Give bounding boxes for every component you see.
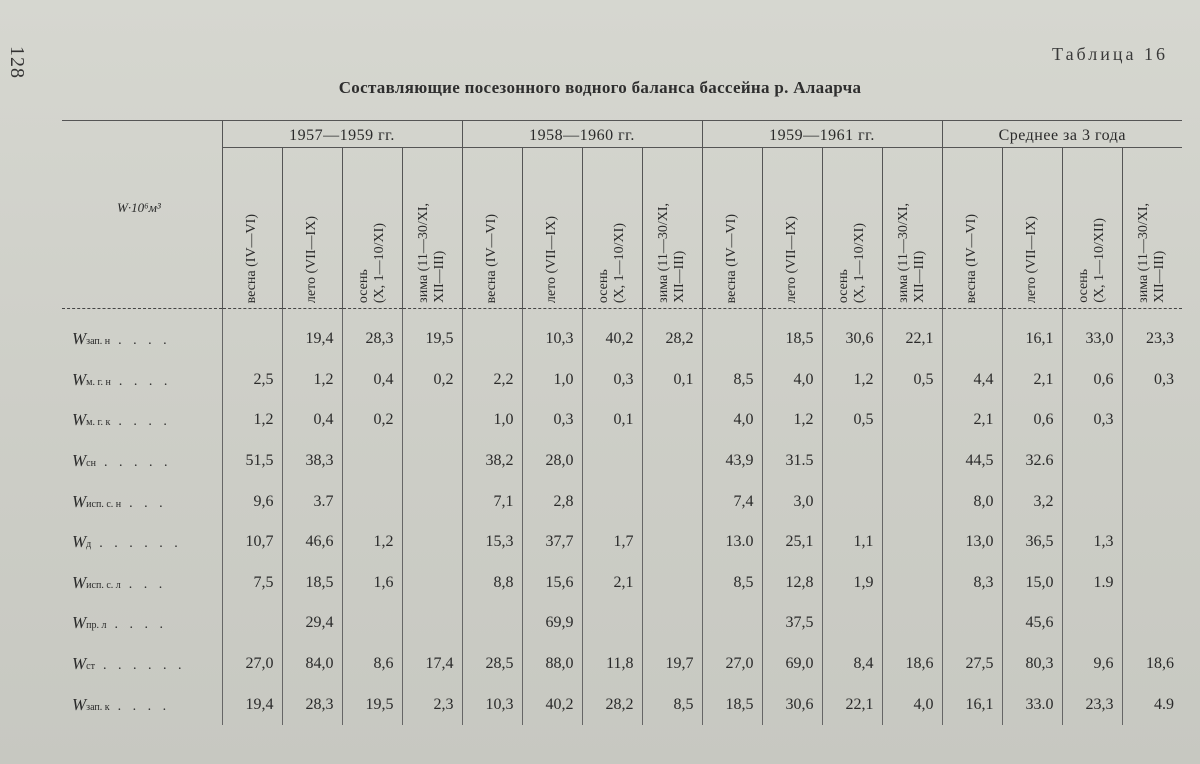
- table-cell: 13.0: [702, 522, 762, 563]
- table-cell: 32.6: [1002, 441, 1062, 482]
- table-cell: [402, 603, 462, 644]
- row-leader-dots: . . . .: [118, 373, 172, 389]
- table-cell: 13,0: [942, 522, 1002, 563]
- table-cell: 7,1: [462, 481, 522, 522]
- table-cell: 23,3: [1122, 319, 1182, 360]
- table-row: [62, 684, 1182, 725]
- group-header: 1957—1959 гг.: [222, 121, 462, 148]
- table-cell: 1,0: [522, 360, 582, 401]
- table-cell: [1122, 522, 1182, 563]
- table-cell: [342, 603, 402, 644]
- row-symbol: W: [72, 369, 87, 389]
- table-cell: 8,8: [462, 563, 522, 604]
- table-cell: 9,6: [1062, 644, 1122, 685]
- table-cell: 11,8: [582, 644, 642, 685]
- table-cell: 12,8: [762, 563, 822, 604]
- spacer-cell: [342, 309, 402, 320]
- table-row: [62, 563, 1182, 604]
- table-cell: 8,4: [822, 644, 882, 685]
- row-label: [62, 360, 222, 401]
- spacer-cell: [522, 309, 582, 320]
- table-cell: 15,0: [1002, 563, 1062, 604]
- table-cell: 18,6: [1122, 644, 1182, 685]
- subcolumn-label: осень (X, 1—10/XI): [356, 222, 387, 303]
- table-cell: 38,2: [462, 441, 522, 482]
- table-cell: 0,3: [1122, 360, 1182, 401]
- table-cell: 16,1: [942, 684, 1002, 725]
- spacer-cell: [882, 309, 942, 320]
- table-cell: 8,5: [642, 684, 702, 725]
- table-cell: [882, 522, 942, 563]
- subcolumn-label: зима (11—30/XI, XII—III): [656, 203, 687, 303]
- table-cell: 88,0: [522, 644, 582, 685]
- table-cell: 28,2: [642, 319, 702, 360]
- table-cell: 31.5: [762, 441, 822, 482]
- row-leader-dots: . . . .: [118, 333, 171, 349]
- row-subscript: м. г. н: [86, 376, 111, 388]
- table-cell: 0,2: [402, 360, 462, 401]
- row-symbol: W: [72, 694, 87, 714]
- table-cell: 1,6: [342, 563, 402, 604]
- table-cell: 2,2: [462, 360, 522, 401]
- table-cell: 25,1: [762, 522, 822, 563]
- table-cell: 2,1: [1002, 360, 1062, 401]
- table-cell: [702, 603, 762, 644]
- subcolumn-header: [282, 148, 342, 309]
- row-symbol: W: [72, 410, 87, 430]
- table-cell: [882, 481, 942, 522]
- row-symbol: W: [72, 654, 87, 674]
- spacer-cell: [1002, 309, 1062, 320]
- table-cell: 28,0: [522, 441, 582, 482]
- table-cell: 44,5: [942, 441, 1002, 482]
- table-cell: [882, 563, 942, 604]
- table-cell: 36,5: [1002, 522, 1062, 563]
- stub-header: [62, 148, 222, 309]
- table-cell: 84,0: [282, 644, 342, 685]
- subcolumn-label: лето (VII—IX): [784, 215, 799, 303]
- table-cell: [942, 603, 1002, 644]
- row-subscript: д: [86, 539, 92, 551]
- subcolumn-label: осень (X, 1—10/XII): [1076, 218, 1107, 303]
- group-header: Среднее за 3 года: [942, 121, 1182, 148]
- row-leader-dots: . . . .: [114, 617, 168, 633]
- row-subscript: зап. н: [86, 336, 111, 348]
- table-cell: 22,1: [822, 684, 882, 725]
- table-cell: 0,2: [342, 400, 402, 441]
- subcolumn-header: [702, 148, 762, 309]
- table-cell: [822, 481, 882, 522]
- table-cell: 4,0: [702, 400, 762, 441]
- table-cell: 0,5: [822, 400, 882, 441]
- spacer-cell: [942, 309, 1002, 320]
- table-cell: [882, 441, 942, 482]
- table-cell: [582, 603, 642, 644]
- subcolumn-header: [1122, 148, 1182, 309]
- table-cell: [222, 319, 282, 360]
- table-cell: 19,4: [282, 319, 342, 360]
- row-leader-dots: . . . .: [118, 414, 171, 430]
- spacer-cell: [762, 309, 822, 320]
- row-subscript: пр. л: [86, 620, 107, 632]
- subcolumn-header: [462, 148, 522, 309]
- subcolumn-header: [342, 148, 402, 309]
- table-row: [62, 644, 1182, 685]
- row-subscript: сн: [86, 458, 96, 470]
- table-cell: 18,5: [282, 563, 342, 604]
- table-cell: [582, 481, 642, 522]
- table-cell: 29,4: [282, 603, 342, 644]
- spacer-cell: [1062, 309, 1122, 320]
- table-cell: [402, 400, 462, 441]
- row-symbol: W: [72, 491, 87, 511]
- table-cell: 2,1: [942, 400, 1002, 441]
- table-cell: 4,0: [882, 684, 942, 725]
- table-cell: 4.9: [1122, 684, 1182, 725]
- spacer-cell: [702, 309, 762, 320]
- table-title: Составляющие посезонного водного баланса бассейна р. Алаарча: [338, 78, 862, 97]
- subcolumn-header: [642, 148, 702, 309]
- row-subscript: зап. к: [86, 701, 110, 713]
- table-cell: [882, 400, 942, 441]
- table-row: [62, 400, 1182, 441]
- table-cell: 1,3: [1062, 522, 1122, 563]
- table-cell: 9,6: [222, 481, 282, 522]
- row-symbol: W: [72, 572, 87, 592]
- table-cell: [1122, 441, 1182, 482]
- table-cell: [882, 603, 942, 644]
- row-leader-dots: . . . . . .: [99, 536, 182, 552]
- table-cell: 0,4: [342, 360, 402, 401]
- table-cell: 0,3: [582, 360, 642, 401]
- subcolumn-header: [1062, 148, 1122, 309]
- table-cell: 3,2: [1002, 481, 1062, 522]
- subcolumn-header: [942, 148, 1002, 309]
- table-cell: 15,3: [462, 522, 522, 563]
- table-cell: [402, 481, 462, 522]
- spacer-cell: [402, 309, 462, 320]
- table-cell: 19,4: [222, 684, 282, 725]
- spacer-row: [62, 309, 1182, 320]
- table-cell: [402, 563, 462, 604]
- table-cell: [642, 603, 702, 644]
- subcolumn-label: лето (VII—IX): [544, 215, 559, 303]
- table-row: [62, 360, 1182, 401]
- table-row: [62, 441, 1182, 482]
- spacer-cell: [1122, 309, 1182, 320]
- table-cell: 28,2: [582, 684, 642, 725]
- table-cell: 10,3: [522, 319, 582, 360]
- row-label: [62, 684, 222, 725]
- table-cell: 27,0: [222, 644, 282, 685]
- table-cell: 33.0: [1002, 684, 1062, 725]
- subcolumn-header: [582, 148, 642, 309]
- spacer-stub: [62, 309, 222, 320]
- spacer-cell: [282, 309, 342, 320]
- table-cell: 45,6: [1002, 603, 1062, 644]
- table-cell: 0,1: [642, 360, 702, 401]
- table-cell: 1.9: [1062, 563, 1122, 604]
- row-symbol: W: [72, 532, 87, 552]
- table-cell: 46,6: [282, 522, 342, 563]
- table-row: [62, 319, 1182, 360]
- table-cell: 40,2: [582, 319, 642, 360]
- table-cell: [1122, 400, 1182, 441]
- row-label: [62, 400, 222, 441]
- table-cell: 1,2: [762, 400, 822, 441]
- subcolumn-label: весна (IV—VI): [964, 213, 979, 303]
- spacer-cell: [582, 309, 642, 320]
- row-symbol: W: [72, 329, 87, 349]
- table-cell: [642, 481, 702, 522]
- table-cell: 1,2: [222, 400, 282, 441]
- table-cell: [1122, 603, 1182, 644]
- row-label: [62, 563, 222, 604]
- subcolumn-label: осень (X, 1—10/XI): [596, 222, 627, 303]
- row-label: [62, 319, 222, 360]
- row-label: [62, 603, 222, 644]
- table-cell: 18,5: [702, 684, 762, 725]
- table-cell: 33,0: [1062, 319, 1122, 360]
- subcolumn-header: [762, 148, 822, 309]
- table-cell: 22,1: [882, 319, 942, 360]
- row-leader-dots: . . .: [129, 495, 167, 511]
- table-cell: 27,5: [942, 644, 1002, 685]
- table-cell: 19,5: [342, 684, 402, 725]
- group-header: 1958—1960 гг.: [462, 121, 702, 148]
- table-cell: 1,2: [822, 360, 882, 401]
- table-cell: [462, 319, 522, 360]
- table-cell: 80,3: [1002, 644, 1062, 685]
- row-subscript: м. г. к: [86, 417, 111, 429]
- row-symbol: W: [72, 613, 87, 633]
- table-cell: 7,5: [222, 563, 282, 604]
- spacer-cell: [222, 309, 282, 320]
- table-cell: [462, 603, 522, 644]
- table-cell: [1122, 563, 1182, 604]
- table-cell: [642, 563, 702, 604]
- subcolumn-label: лето (VII—IX): [304, 215, 319, 303]
- table-cell: 10,7: [222, 522, 282, 563]
- table-cell: 1,7: [582, 522, 642, 563]
- table-cell: 0,6: [1002, 400, 1062, 441]
- spacer-cell: [642, 309, 702, 320]
- table-cell: 30,6: [762, 684, 822, 725]
- table-cell: 51,5: [222, 441, 282, 482]
- spacer-cell: [822, 309, 882, 320]
- table-row: [62, 603, 1182, 644]
- table-cell: 18,6: [882, 644, 942, 685]
- table-cell: 19,7: [642, 644, 702, 685]
- table-label: Таблица 16: [1052, 44, 1168, 64]
- table-cell: 8,5: [702, 360, 762, 401]
- subcolumn-label: зима (11—30/XI, XII—III): [1136, 203, 1168, 303]
- row-leader-dots: . . . .: [117, 698, 171, 714]
- table-cell: [642, 400, 702, 441]
- table-cell: 28,3: [342, 319, 402, 360]
- table-cell: 28,5: [462, 644, 522, 685]
- table-cell: 40,2: [522, 684, 582, 725]
- table-cell: 0,3: [1062, 400, 1122, 441]
- spacer-cell: [462, 309, 522, 320]
- table-cell: 27,0: [702, 644, 762, 685]
- table-cell: 8,3: [942, 563, 1002, 604]
- table-cell: [582, 441, 642, 482]
- table-cell: [1062, 603, 1122, 644]
- row-leader-dots: . . . . . .: [102, 658, 186, 674]
- row-label: [62, 644, 222, 685]
- table-cell: 8,5: [702, 563, 762, 604]
- table-cell: 69,0: [762, 644, 822, 685]
- table-cell: [402, 522, 462, 563]
- table-cell: 0,5: [882, 360, 942, 401]
- table-cell: 28,3: [282, 684, 342, 725]
- table-cell: [942, 319, 1002, 360]
- subcolumn-label: весна (IV—VI): [724, 213, 739, 303]
- table-row: [62, 522, 1182, 563]
- table-cell: 23,3: [1062, 684, 1122, 725]
- table-cell: 1,0: [462, 400, 522, 441]
- table-cell: [702, 319, 762, 360]
- table-cell: 4,4: [942, 360, 1002, 401]
- table-cell: 18,5: [762, 319, 822, 360]
- subcolumn-label: весна (IV—VI): [484, 213, 499, 303]
- table-cell: 15,6: [522, 563, 582, 604]
- subcolumn-header: [522, 148, 582, 309]
- table-cell: [1062, 441, 1122, 482]
- table-cell: 69,9: [522, 603, 582, 644]
- stub-corner: [62, 121, 222, 148]
- row-subscript: исп. с. л: [86, 579, 121, 591]
- subcolumn-header: [1002, 148, 1062, 309]
- group-header: 1959—1961 гг.: [702, 121, 942, 148]
- subcolumn-label: осень (X, 1—10/XI): [836, 222, 867, 303]
- row-symbol: W: [72, 451, 87, 471]
- table-cell: 16,1: [1002, 319, 1062, 360]
- table-cell: 0,6: [1062, 360, 1122, 401]
- table-cell: 37,5: [762, 603, 822, 644]
- table-cell: [642, 441, 702, 482]
- table-cell: [402, 441, 462, 482]
- row-leader-dots: . . . . .: [103, 455, 172, 471]
- table-cell: [222, 603, 282, 644]
- table-cell: 1,1: [822, 522, 882, 563]
- table-cell: 2,8: [522, 481, 582, 522]
- row-label: [62, 441, 222, 482]
- table-cell: 8,6: [342, 644, 402, 685]
- table-cell: [1122, 481, 1182, 522]
- table-cell: 19,5: [402, 319, 462, 360]
- table-cell: 37,7: [522, 522, 582, 563]
- table-cell: 17,4: [402, 644, 462, 685]
- table-cell: 43,9: [702, 441, 762, 482]
- subcolumn-label: лето (VII—IX): [1024, 215, 1039, 303]
- stub-header-label: W·10⁶м³: [117, 199, 161, 215]
- table-cell: 7,4: [702, 481, 762, 522]
- row-label: [62, 481, 222, 522]
- table-cell: 10,3: [462, 684, 522, 725]
- table-cell: [342, 441, 402, 482]
- subcolumn-header: [402, 148, 462, 309]
- subcolumn-header: [222, 148, 282, 309]
- table-cell: 38,3: [282, 441, 342, 482]
- table-cell: 2,5: [222, 360, 282, 401]
- table-cell: [822, 603, 882, 644]
- table-cell: 0,4: [282, 400, 342, 441]
- table-cell: 3.7: [282, 481, 342, 522]
- table-cell: 1,2: [282, 360, 342, 401]
- row-subscript: исп. с. н: [86, 498, 122, 510]
- row-label: [62, 522, 222, 563]
- table-cell: 0,1: [582, 400, 642, 441]
- water-balance-table: [62, 120, 1182, 725]
- subcolumn-label: зима (11—30/XI, XII—III): [896, 203, 927, 303]
- subcolumn-header: [822, 148, 882, 309]
- group-header-row: [62, 121, 1182, 148]
- table-cell: [642, 522, 702, 563]
- page-number: 128: [6, 46, 28, 79]
- subcolumn-label: весна (IV—VI): [244, 213, 259, 303]
- table-cell: 1,9: [822, 563, 882, 604]
- table-cell: 0,3: [522, 400, 582, 441]
- table-cell: 30,6: [822, 319, 882, 360]
- table-cell: 3,0: [762, 481, 822, 522]
- table-row: [62, 481, 1182, 522]
- table-cell: [342, 481, 402, 522]
- subcolumn-header: [882, 148, 942, 309]
- table-cell: 2,3: [402, 684, 462, 725]
- table-cell: 2,1: [582, 563, 642, 604]
- table-cell: 8,0: [942, 481, 1002, 522]
- table-body: [62, 319, 1182, 725]
- row-leader-dots: . . .: [128, 576, 167, 592]
- subcolumn-label: зима (11—30/XI, XII—III): [416, 203, 447, 303]
- table-cell: 1,2: [342, 522, 402, 563]
- table-cell: [1062, 481, 1122, 522]
- row-subscript: ст: [86, 661, 95, 673]
- table-cell: [822, 441, 882, 482]
- subcolumn-header-row: [62, 148, 1182, 309]
- table-cell: 4,0: [762, 360, 822, 401]
